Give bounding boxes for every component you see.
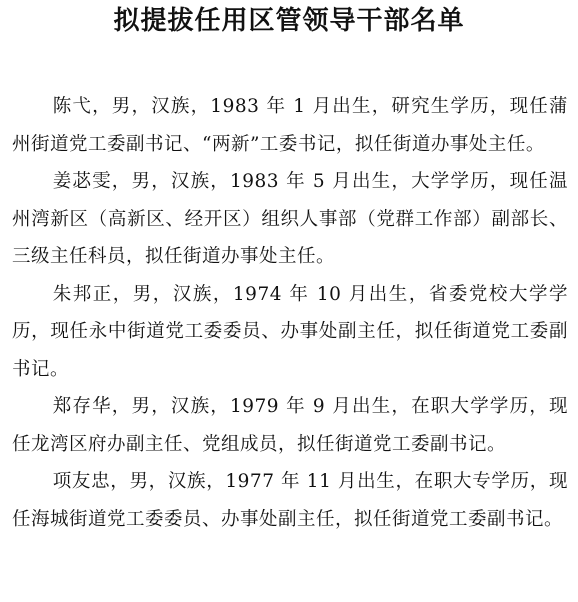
candidate-paragraph-1: 陈弋，男，汉族，1983 年 1 月出生，研究生学历，现任蒲州街道党工委副书记、“两新”工委书记，拟任街道办事处主任。 — [12, 96, 568, 155]
candidate-paragraph-2: 姜苾雯，男，汉族，1983 年 5 月出生，大学学历，现任温州湾新区（高新区、经开区）组织人事部（党群工作部）副部长、三级主任科员，拟任街道办事处主任。 — [12, 171, 568, 267]
document-title: 拟提拔任用区管领导干部名单 — [113, 6, 465, 36]
candidate-paragraph-5: 项友忠，男，汉族，1977 年 11 月出生，在职大专学历，现任海城街道党工委委员、办事处副主任，拟任街道党工委副书记。 — [12, 471, 568, 530]
candidate-paragraph-3: 朱邦正，男，汉族，1974 年 10 月出生，省委党校大学学历，现任永中街道党工委委员、办事处副主任，拟任街道党工委副书记。 — [12, 283, 568, 380]
document-body — [12, 88, 568, 538]
candidate-paragraph-4: 郑存华，男，汉族，1979 年 9 月出生，在职大学学历，现任龙湾区府办副主任、党组成员，拟任街道党工委副书记。 — [12, 396, 568, 455]
